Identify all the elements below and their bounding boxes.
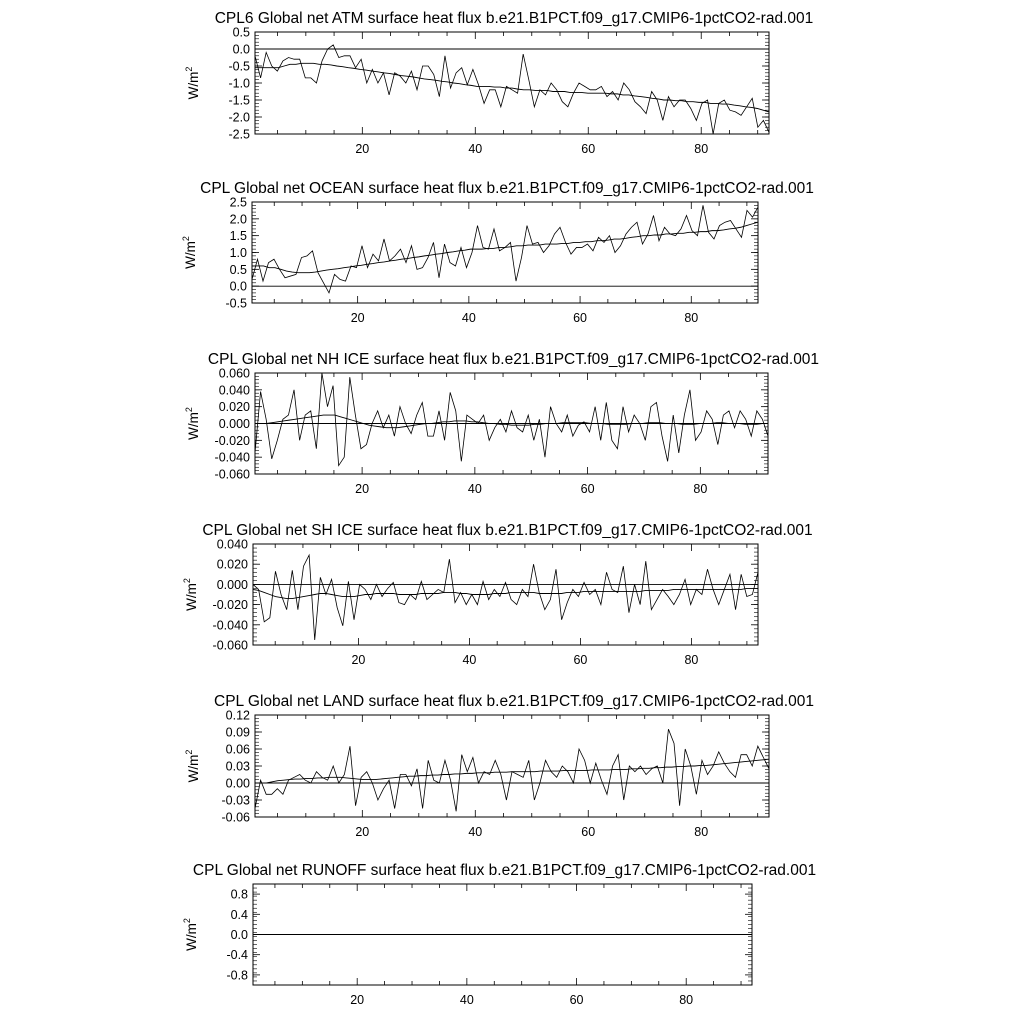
y-tick-label: 0.09 (225, 725, 250, 740)
panel-title: CPL6 Global net ATM surface heat flux b.e21.B1PCT.f09_g17.CMIP6-1pctCO2-rad.001 (214, 10, 814, 27)
y-tick-label: 0.4 (230, 907, 248, 922)
x-tick-label: 40 (461, 311, 476, 325)
y-tick-label: 2.5 (229, 195, 247, 210)
y-axis-label-exponent: 2 (184, 749, 194, 755)
x-tick-label: 20 (355, 142, 370, 156)
y-tick-label: 0.040 (216, 537, 248, 552)
series-annual-line (253, 555, 758, 640)
y-tick-label: 1.5 (229, 229, 247, 244)
panel-1 (184, 10, 813, 156)
y-axis-label (184, 750, 201, 783)
y-tick-label: -0.8 (226, 968, 248, 983)
y-tick-label: 0.5 (232, 25, 250, 40)
plot-frame (253, 544, 758, 645)
y-tick-label: 0.8 (230, 887, 248, 902)
y-tick-label: -0.4 (226, 948, 248, 963)
y-tick-label: -0.020 (212, 598, 248, 613)
x-tick-label: 80 (684, 653, 699, 667)
y-tick-label: 0.5 (229, 262, 247, 277)
y-axis-label-exponent: 2 (182, 578, 192, 584)
y-axis-label-unit: W/m (186, 754, 201, 783)
y-tick-label: 0.0 (229, 279, 247, 294)
y-axis-label (181, 236, 198, 269)
y-axis-label (184, 67, 201, 100)
x-tick-label: 40 (467, 482, 482, 496)
series-smoothed-line (255, 415, 768, 428)
x-tick-label: 60 (569, 993, 584, 1007)
series-smoothed-line (255, 63, 769, 112)
x-tick-label: 40 (468, 825, 483, 839)
y-axis-label-exponent: 2 (182, 918, 192, 924)
y-axis-label-unit: W/m (186, 412, 201, 440)
y-tick-label: -1.5 (228, 93, 250, 108)
series-annual-line (255, 373, 768, 466)
series-annual-line (255, 729, 769, 811)
y-tick-label: -2.5 (228, 127, 250, 142)
x-tick-label: 80 (694, 825, 709, 839)
panel-title: CPL Global net NH ICE surface heat flux b.e21.B1PCT.f09_g17.CMIP6-1pctCO2-rad.001 (207, 351, 820, 368)
y-tick-label: -2.0 (228, 110, 250, 125)
x-tick-label: 40 (468, 142, 483, 156)
panel-4 (182, 522, 813, 667)
y-axis-label-unit: W/m (186, 71, 201, 100)
x-tick-label: 20 (350, 993, 365, 1007)
y-tick-label: 0.020 (218, 400, 250, 415)
y-tick-label: 1.0 (229, 246, 247, 260)
y-tick-label: 0.000 (218, 417, 250, 431)
panel-6 (182, 862, 816, 1007)
x-tick-label: 80 (693, 482, 708, 496)
panel-title: CPL Global net LAND surface heat flux b.e21.B1PCT.f09_g17.CMIP6-1pctCO2-rad.001 (214, 693, 814, 710)
x-tick-label: 80 (694, 142, 709, 156)
y-axis-label-exponent: 2 (184, 66, 194, 72)
series-smoothed-line (252, 222, 758, 273)
panel-title: CPL Global net SH ICE surface heat flux b.e21.B1PCT.f09_g17.CMIP6-1pctCO2-rad.001 (202, 522, 813, 539)
y-tick-label: 0.12 (225, 708, 250, 723)
y-axis-label-unit: W/m (183, 241, 198, 269)
y-axis-label (182, 578, 199, 611)
x-tick-label: 60 (581, 142, 596, 156)
panel-title: CPL Global net OCEAN surface heat flux b.e21.B1PCT.f09_g17.CMIP6-1pctCO2-rad.001 (200, 180, 814, 197)
y-tick-label: 0.000 (216, 577, 248, 592)
plot-frame (255, 32, 769, 134)
y-axis-label (184, 407, 201, 440)
y-tick-label: 0.020 (216, 557, 248, 572)
series-smoothed-line (253, 588, 758, 598)
y-tick-label: 0.060 (218, 366, 250, 381)
y-tick-label: 0.040 (218, 383, 250, 398)
y-tick-label: -0.020 (214, 433, 250, 448)
y-tick-label: -0.040 (212, 618, 248, 633)
panel-3 (184, 351, 819, 496)
x-tick-label: 80 (679, 993, 694, 1007)
panel-5 (184, 693, 814, 839)
panel-2 (181, 180, 814, 325)
y-tick-label: -0.06 (221, 810, 250, 825)
y-tick-label: 0.06 (225, 742, 250, 757)
y-tick-label: -1.0 (228, 76, 250, 91)
series-annual-line (255, 45, 769, 134)
y-axis-label (182, 918, 199, 951)
y-tick-label: -0.060 (212, 638, 248, 653)
y-tick-label: -0.060 (214, 467, 250, 482)
y-tick-label: -0.040 (214, 450, 250, 465)
x-tick-label: 40 (462, 653, 477, 667)
x-tick-label: 20 (351, 653, 366, 667)
y-tick-label: 0.0 (230, 928, 248, 942)
x-tick-label: 60 (573, 311, 588, 325)
y-axis-label-unit: W/m (184, 923, 199, 951)
x-tick-label: 20 (355, 482, 370, 496)
x-tick-label: 20 (355, 825, 370, 839)
panel-title: CPL Global net RUNOFF surface heat flux b.e21.B1PCT.f09_g17.CMIP6-1pctCO2-rad.001 (192, 862, 817, 879)
x-tick-label: 60 (581, 825, 596, 839)
x-tick-label: 40 (459, 993, 474, 1007)
plot-frame (252, 202, 758, 303)
y-tick-label: 0.00 (225, 776, 250, 791)
y-tick-label: 2.0 (229, 212, 247, 227)
y-tick-label: -0.5 (225, 296, 247, 311)
y-tick-label: 0.0 (232, 42, 250, 57)
x-tick-label: 80 (684, 311, 699, 325)
y-axis-label-exponent: 2 (184, 407, 194, 413)
x-tick-label: 60 (573, 653, 588, 667)
x-tick-label: 20 (350, 311, 365, 325)
y-axis-label-unit: W/m (184, 583, 199, 611)
y-tick-label: -0.5 (228, 59, 250, 74)
x-tick-label: 60 (580, 482, 595, 496)
series-annual-line (252, 205, 758, 293)
y-tick-label: -0.03 (221, 793, 250, 808)
y-axis-label-exponent: 2 (181, 236, 191, 242)
y-tick-label: 0.03 (225, 759, 250, 774)
